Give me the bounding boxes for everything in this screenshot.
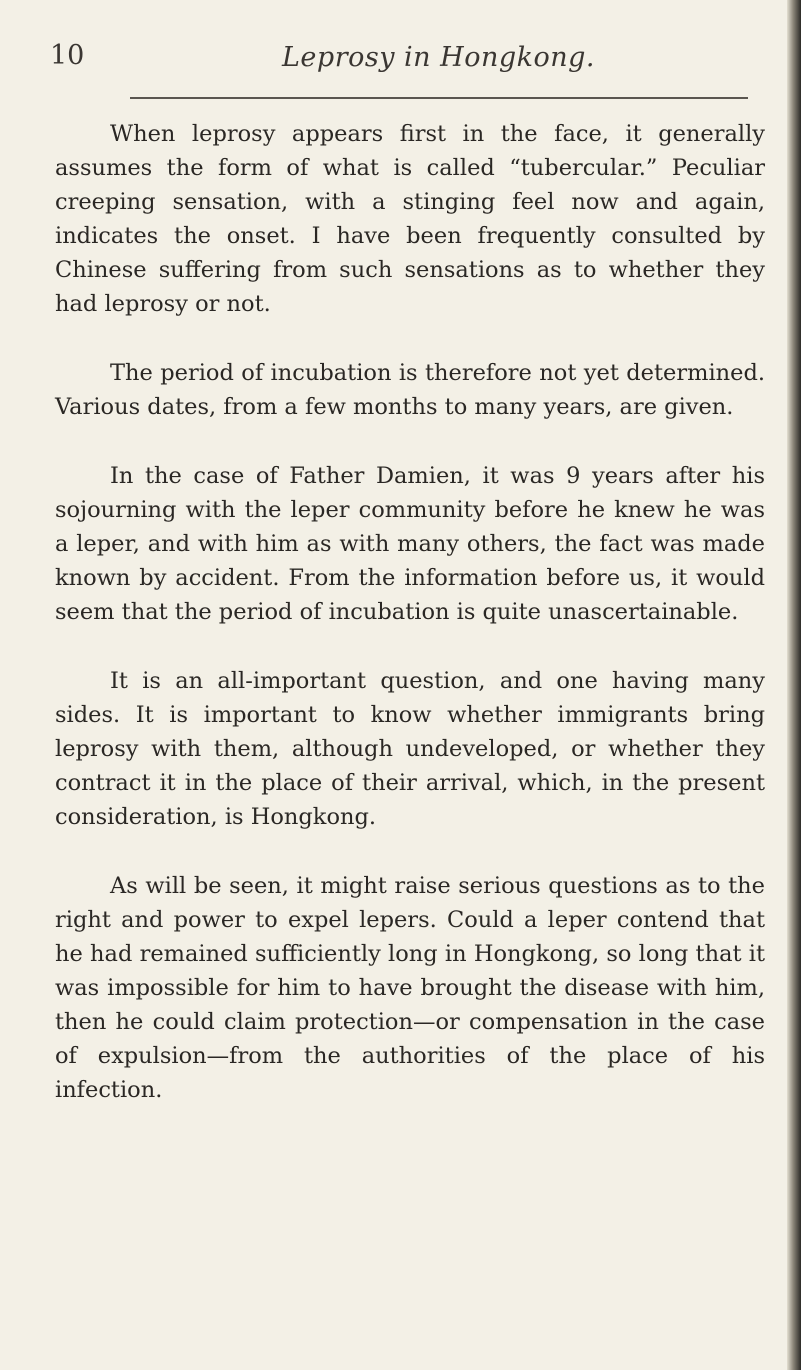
paragraph-father-damien: In the case of Father Damien, it was 9 years after his sojourning with the leper community before he knew he was a leper, and with him as with many others, the fact was made known by accident. From the information before us, it would seem that the period of incubation is quite unascertainable.: [55, 463, 765, 625]
paragraph-expulsion-rights: As will be seen, it might raise serious questions as to the right and power to expel lepers. Could a leper contend that he had remained sufficiently long in Hongkong, so long that it was impossible for him to have brought the disease with him, then he could claim protection—or compensation in the case of expulsion—from the authorities of the place of his infection.: [55, 873, 765, 1103]
page-number: 10: [50, 40, 85, 71]
running-title: Leprosy in Hongkong.: [282, 42, 595, 73]
paragraph-immigrants-question: It is an all-important question, and one having many sides. It is important to know whether immigrants bring leprosy with them, although undeveloped, or whether they contract it in the place of their arrival, which, in the present consideration, is Hongkong.: [55, 668, 765, 830]
paragraph-tubercular-form: When leprosy appears first in the face, it generally assumes the form of what is called “tubercular.” Peculiar creeping sensation, with a stinging feel now and again, indicates the onset. I have been frequently consulted by Chinese suffering from such sensations as to whether they had leprosy or not.: [55, 121, 765, 317]
page-header: [50, 40, 755, 90]
header-rule: [130, 97, 748, 99]
body-text: [55, 117, 765, 1142]
paragraph-incubation-period: The period of incubation is therefore not yet determined. Various dates, from a few months to many years, are given.: [55, 360, 765, 420]
page-edge-shadow: [787, 0, 801, 1370]
